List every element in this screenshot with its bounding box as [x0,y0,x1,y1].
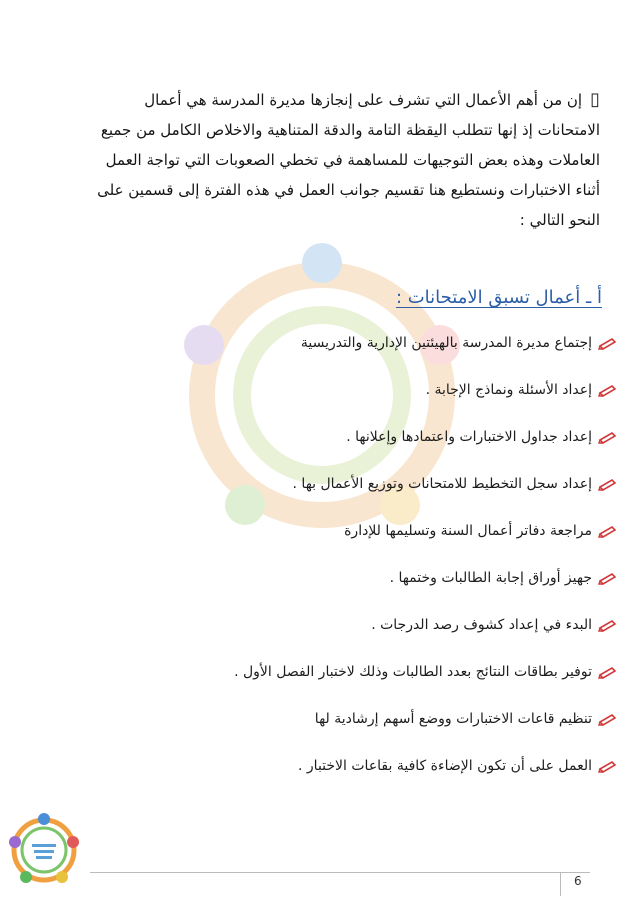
list-item-text: إعداد جداول الاختبارات واعتمادها وإعلانها . [346,429,592,445]
list-item [315,711,618,727]
list-item [298,758,618,774]
list-item-text: إعداد سجل التخطيط للامتحانات وتوزيع الأعمال بها . [292,476,592,492]
pen-bullet-icon [598,524,618,538]
list-item-text: مراجعة دفاتر أعمال السنة وتسليمها للإدارة [344,523,592,539]
list-item [301,335,618,351]
list-item [426,382,618,398]
pen-bullet-icon [598,665,618,679]
intro-line-1-text: إن من أهم الأعمال التي تشرف على إنجازها مديرة المدرسة هي أعمال [144,91,583,109]
box-marker-icon: ▯ [590,89,600,110]
intro-line-3: العاملات وهذه بعض التوجيهات للمساهمة في تخطي الصعوبات التي تواجة العمل [105,151,600,169]
list-item-text: إجتماع مديرة المدرسة بالهيئتين الإدارية والتدريسية [300,335,592,351]
pen-bullet-icon [598,430,618,444]
footer-rule [90,872,590,873]
list-item-text: العمل على أن تكون الإضاءة كافية بقاعات الاختبار . [298,758,592,774]
intro-line-1 [62,86,600,116]
school-logo [4,810,84,890]
list-item-text: إعداد الأسئلة ونماذج الإجابة . [425,382,592,398]
list-item [234,664,618,680]
intro-line-4: أثناء الاختبارات ونستطيع هنا تقسيم جوانب العمل في هذه الفترة إلى قسمين على [97,181,600,199]
list-item [293,476,618,492]
list-item [346,429,618,445]
list-item-text: البدء في إعداد كشوف رصد الدرجات . [371,617,592,633]
pen-bullet-icon [598,336,618,350]
intro-line-2: الامتحانات إذ إنها تتطلب اليقظة التامة والدقة المتناهية والاخلاص الكامل من جميع [100,121,600,139]
page-number: 6 [574,874,582,888]
intro-paragraph [62,86,600,236]
list-item [371,617,618,633]
list-item-text: جهيز أوراق إجابة الطالبات وختمها . [389,570,592,586]
pen-bullet-icon [598,618,618,632]
section-heading: أ ـ أعمال تسبق الامتحانات : [395,287,602,308]
list-item-text: تنظيم قاعات الاختبارات ووضع أسهم إرشادية لها [314,711,592,727]
pen-bullet-icon [598,759,618,773]
pen-bullet-icon [598,712,618,726]
intro-line-5: النحو التالي : [519,211,600,229]
list-item-text: توفير بطاقات النتائج بعدد الطالبات وذلك لاختبار الفصل الأول . [234,664,592,680]
pen-bullet-icon [598,383,618,397]
list-item [390,570,618,586]
pen-bullet-icon [598,571,618,585]
list-item [344,523,618,539]
pen-bullet-icon [598,477,618,491]
